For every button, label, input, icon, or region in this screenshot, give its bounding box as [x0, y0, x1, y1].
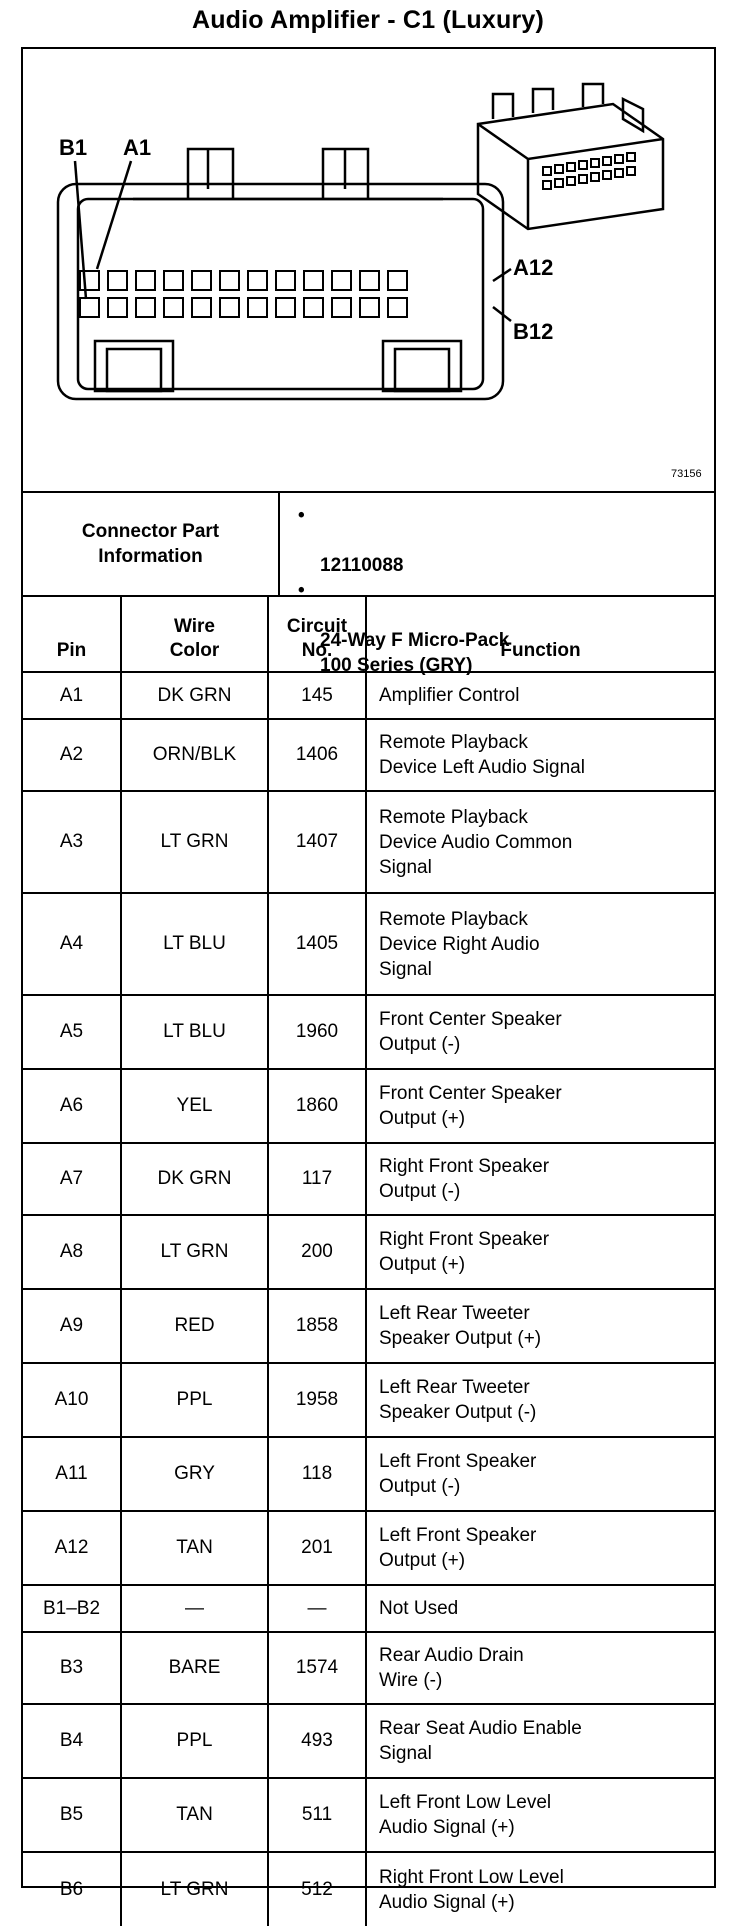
table-row — [23, 1215, 714, 1289]
cell-wire-color: LT BLU — [121, 893, 268, 995]
page-title: Audio Amplifier - C1 (Luxury) — [191, 6, 545, 34]
cell-circuit: 1574 — [268, 1632, 366, 1704]
cell-function: Amplifier Control — [366, 672, 714, 719]
cell-function: Remote Playback Device Audio Common Signal — [366, 791, 714, 893]
label-a1: A1 — [123, 135, 152, 160]
cell-pin: B3 — [23, 1632, 121, 1704]
cell-function: Left Rear Tweeter Speaker Output (-) — [366, 1363, 714, 1437]
cell-function: Rear Audio Drain Wire (-) — [366, 1632, 714, 1704]
table-row — [23, 995, 714, 1069]
cell-wire-color: PPL — [121, 1704, 268, 1778]
part-number: 12110088 — [320, 555, 404, 576]
cell-circuit: 493 — [268, 1704, 366, 1778]
cell-pin: A5 — [23, 995, 121, 1069]
cell-circuit: 511 — [268, 1778, 366, 1852]
cell-circuit: 201 — [268, 1511, 366, 1585]
cell-function: Not Used — [366, 1585, 714, 1632]
cell-wire-color: BARE — [121, 1632, 268, 1704]
bullet-icon: • — [298, 580, 305, 601]
table-row — [23, 1069, 714, 1143]
table-row — [23, 1585, 714, 1632]
cell-pin: A2 — [23, 719, 121, 791]
cell-circuit: 118 — [268, 1437, 366, 1511]
table-header-row — [23, 595, 714, 672]
pinout-table — [23, 595, 714, 1926]
cell-function: Remote Playback Device Left Audio Signal — [366, 719, 714, 791]
figure-id: 73156 — [671, 468, 702, 480]
cell-circuit: 1406 — [268, 719, 366, 791]
cell-wire-color: LT BLU — [121, 995, 268, 1069]
cell-wire-color: GRY — [121, 1437, 268, 1511]
cell-function: Remote Playback Device Right Audio Signal — [366, 893, 714, 995]
label-b12: B12 — [513, 319, 554, 344]
table-row — [23, 1852, 714, 1926]
cell-circuit: 1958 — [268, 1363, 366, 1437]
connector-info-label: Connector Part Information — [23, 493, 280, 595]
cell-function: Left Rear Tweeter Speaker Output (+) — [366, 1289, 714, 1363]
cell-wire-color: TAN — [121, 1778, 268, 1852]
table-row — [23, 791, 714, 893]
header-wire-color: Wire Color — [121, 595, 268, 672]
cell-circuit: 145 — [268, 672, 366, 719]
table-row — [23, 1778, 714, 1852]
connector-drawing — [23, 49, 714, 491]
cell-pin: A11 — [23, 1437, 121, 1511]
connector-sheet — [21, 47, 716, 1913]
cell-circuit: 512 — [268, 1852, 366, 1926]
table-row — [23, 1704, 714, 1778]
table-row — [23, 672, 714, 719]
cell-pin: B1–B2 — [23, 1585, 121, 1632]
header-pin: Pin — [23, 595, 121, 672]
cell-pin: A4 — [23, 893, 121, 995]
cell-wire-color: PPL — [121, 1363, 268, 1437]
cell-function: Left Front Low Level Audio Signal (+) — [366, 1778, 714, 1852]
cell-wire-color: DK GRN — [121, 1143, 268, 1215]
cell-function: Right Front Speaker Output (-) — [366, 1143, 714, 1215]
connector-body — [58, 184, 503, 399]
cell-wire-color: DK GRN — [121, 672, 268, 719]
cell-pin: A10 — [23, 1363, 121, 1437]
table-row — [23, 1143, 714, 1215]
part-number-bullet — [298, 503, 714, 578]
cell-wire-color: LT GRN — [121, 791, 268, 893]
table-row — [23, 1363, 714, 1437]
table-row — [23, 893, 714, 995]
cell-circuit: 200 — [268, 1215, 366, 1289]
bullet-icon: • — [298, 505, 305, 526]
cell-pin: B5 — [23, 1778, 121, 1852]
cell-pin: B6 — [23, 1852, 121, 1926]
cell-circuit: — — [268, 1585, 366, 1632]
cell-pin: A1 — [23, 672, 121, 719]
cell-function: Right Front Low Level Audio Signal (+) — [366, 1852, 714, 1926]
cell-function: Right Front Speaker Output (+) — [366, 1215, 714, 1289]
table-row — [23, 1632, 714, 1704]
cell-wire-color: — — [121, 1585, 268, 1632]
cell-pin: A8 — [23, 1215, 121, 1289]
table-row — [23, 719, 714, 791]
header-circuit: Circuit No. — [268, 595, 366, 672]
cell-pin: B4 — [23, 1704, 121, 1778]
cell-circuit: 1407 — [268, 791, 366, 893]
cell-function: Rear Seat Audio Enable Signal — [366, 1704, 714, 1778]
cell-pin: A12 — [23, 1511, 121, 1585]
cell-function: Left Front Speaker Output (-) — [366, 1437, 714, 1511]
cell-pin: A9 — [23, 1289, 121, 1363]
cell-wire-color: RED — [121, 1289, 268, 1363]
cell-function: Left Front Speaker Output (+) — [366, 1511, 714, 1585]
header-function: Function — [366, 595, 714, 672]
cell-circuit: 117 — [268, 1143, 366, 1215]
cell-pin: A6 — [23, 1069, 121, 1143]
label-a12: A12 — [513, 255, 554, 280]
table-row — [23, 1437, 714, 1511]
cell-wire-color: YEL — [121, 1069, 268, 1143]
cell-wire-color: ORN/BLK — [121, 719, 268, 791]
cell-pin: A3 — [23, 791, 121, 893]
cell-function: Front Center Speaker Output (+) — [366, 1069, 714, 1143]
cell-wire-color: LT GRN — [121, 1215, 268, 1289]
cell-wire-color: LT GRN — [121, 1852, 268, 1926]
cell-wire-color: TAN — [121, 1511, 268, 1585]
label-b1: B1 — [59, 135, 88, 160]
cell-circuit: 1860 — [268, 1069, 366, 1143]
cell-circuit: 1960 — [268, 995, 366, 1069]
connector-diagram — [23, 49, 714, 493]
cell-circuit: 1405 — [268, 893, 366, 995]
connector-description: 24-Way F Micro-Pack 100 Series (GRY) — [320, 630, 510, 676]
cell-function: Front Center Speaker Output (-) — [366, 995, 714, 1069]
table-row — [23, 1289, 714, 1363]
table-row — [23, 1511, 714, 1585]
cell-circuit: 1858 — [268, 1289, 366, 1363]
cell-pin: A7 — [23, 1143, 121, 1215]
